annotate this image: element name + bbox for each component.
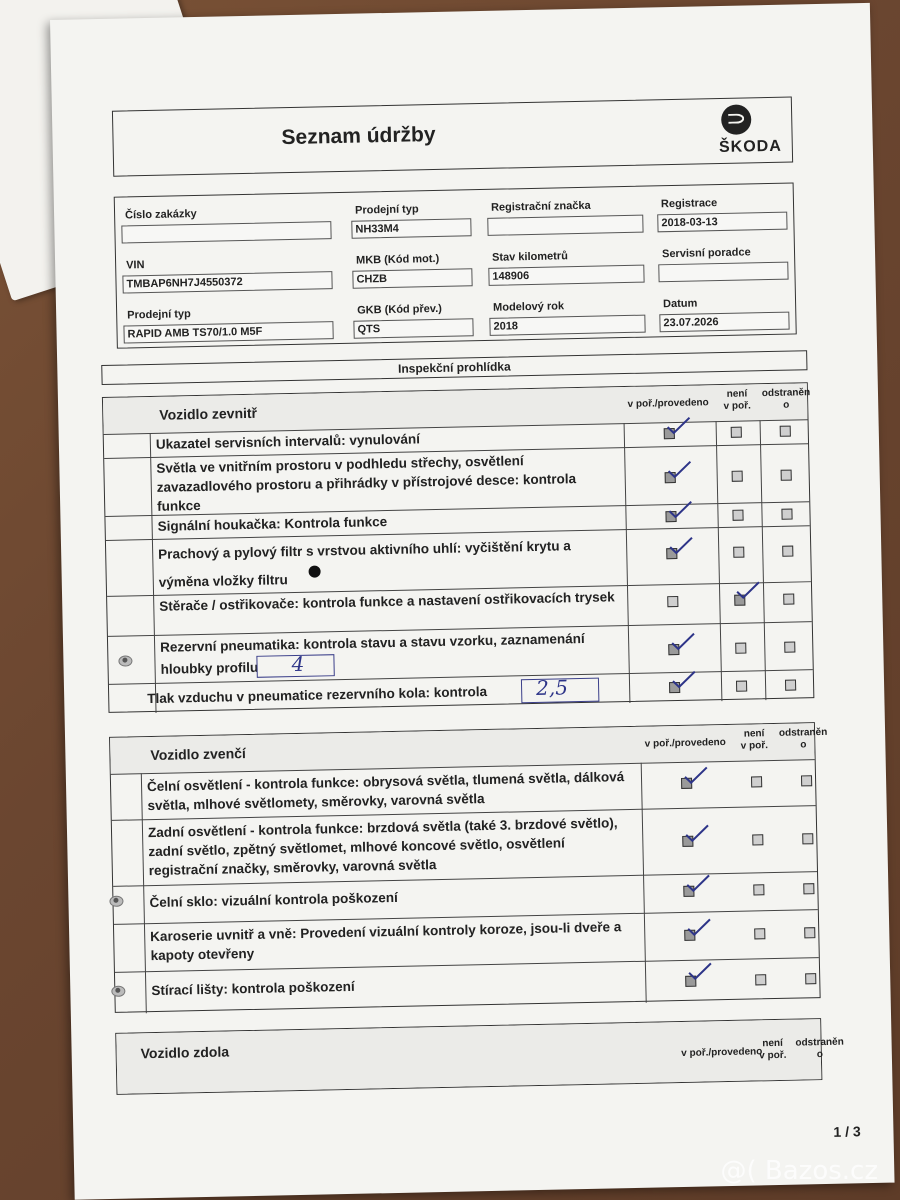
exterior-item: Zadní osvětlení - kontrola funkce: brzdová světla (také 3. brzdové světlo), zadní světlo, zpětný světlomet, mlhové koncové světlo, osvětlení registrační značky, směrovky, varovná světla (147, 815, 618, 879)
sales-type-code-field: NH33M4 (351, 218, 471, 239)
checkbox-not-ok[interactable] (731, 427, 742, 438)
engine-code-label: MKB (Kód mot.) (355, 252, 440, 267)
checkmark-icon (684, 823, 710, 844)
checkbox-not-ok[interactable] (732, 471, 743, 482)
sensor-dot-icon (118, 655, 132, 666)
checkbox-fixed[interactable] (785, 680, 796, 691)
checkbox-not-ok[interactable] (752, 834, 763, 845)
checkbox-not-ok[interactable] (751, 776, 762, 787)
checkbox-fixed[interactable] (781, 509, 792, 520)
checkmark-icon (685, 873, 711, 894)
watermark: @( Bazos.cz (720, 1156, 878, 1186)
checkbox-fixed[interactable] (782, 546, 793, 557)
checkbox-fixed[interactable] (802, 833, 813, 844)
order-number-label: Číslo zakázky (124, 207, 197, 222)
header-box (112, 96, 793, 176)
date-label: Datum (662, 297, 698, 311)
section-interior (102, 382, 814, 713)
col-fixed-header: odstraněn o (761, 387, 811, 411)
checkmark-icon (667, 500, 693, 521)
registration-date-field: 2018-03-13 (657, 212, 787, 233)
skoda-logo-icon (721, 104, 752, 135)
registration-plate-field (487, 215, 643, 236)
gearbox-code-field: QTS (353, 318, 473, 339)
date-field: 23.07.2026 (659, 312, 789, 333)
interior-item: Rezervní pneumatika: kontrola stavu a stavu vzorku, zaznamenání hloubky profilu (160, 630, 585, 677)
checkmark-icon (671, 670, 697, 691)
gearbox-code-label: GKB (Kód přev.) (357, 302, 443, 317)
mileage-field: 148906 (488, 265, 644, 286)
col-fixed-header: odstraněn o (778, 726, 828, 751)
col-notok-header: není v poř. (759, 1037, 787, 1062)
checkmark-icon (665, 416, 691, 437)
checkbox-fixed[interactable] (783, 594, 794, 605)
engine-code-field: CHZB (352, 268, 472, 289)
inspection-title-bar (101, 350, 807, 385)
col-notok-header: není v poř. (723, 388, 751, 412)
checkbox-fixed[interactable] (803, 883, 814, 894)
checkbox-done[interactable] (667, 596, 678, 607)
checkbox-fixed[interactable] (801, 775, 812, 786)
exterior-item: Čelní osvětlení - kontrola funkce: obrysová světla, tlumená světla, dálková světla, mlhové světlomety, směrovky, varovná světla (146, 769, 625, 814)
checkbox-not-ok[interactable] (733, 547, 744, 558)
vin-label: VIN (126, 259, 145, 272)
checkmark-icon (735, 580, 761, 601)
col-done-header: v poř./provedeno (627, 397, 709, 410)
vehicle-info-block (114, 182, 797, 348)
sales-type-code-label: Prodejní typ (354, 203, 419, 217)
checkbox-fixed[interactable] (784, 642, 795, 653)
checkbox-fixed[interactable] (781, 470, 792, 481)
model-year-label: Modelový rok (492, 300, 565, 314)
checkmark-icon (670, 632, 696, 653)
col-done-header: v poř./provedeno (681, 1046, 763, 1060)
checkmark-icon (666, 460, 692, 481)
page-number: 1 / 3 (833, 1123, 861, 1140)
checkmark-icon (686, 917, 712, 938)
interior-item: Tlak vzduchu v pneumatice rezervního kola: kontrola (147, 683, 488, 707)
checkmark-icon (683, 765, 709, 786)
sales-type-name-field: RAPID AMB TS70/1.0 M5F (123, 321, 333, 343)
checkbox-fixed[interactable] (804, 927, 815, 938)
model-year-field: 2018 (489, 315, 645, 336)
section-underbody (115, 1018, 844, 1095)
tread-depth-value: 4 (291, 651, 305, 677)
inspection-title: Inspekční prohlídka (397, 359, 511, 376)
checkbox-not-ok[interactable] (753, 884, 764, 895)
interior-item: Světla ve vnitřním prostoru v podhledu střechy, osvětlení zavazadlového prostoru a přihrádky v přístrojové desce: kontrola funkce (156, 453, 577, 514)
order-number-field (121, 221, 331, 243)
interior-item: Ukazatel servisních intervalů: vynulování (155, 431, 421, 452)
col-done-header: v poř./provedeno (644, 737, 726, 750)
interior-item: Prachový a pylový filtr s vrstvou aktivního uhlí: vyčištění krytu a výměna vložky filtru (158, 538, 571, 590)
checkbox-not-ok[interactable] (755, 974, 766, 985)
col-fixed-header: odstraněn o (795, 1036, 844, 1061)
tire-pressure-box (521, 675, 599, 704)
checkmark-icon (687, 961, 713, 982)
brand-name: ŠKODA (718, 137, 782, 157)
checkbox-fixed[interactable] (780, 426, 791, 437)
maintenance-form-page (50, 3, 895, 1200)
checkbox-not-ok[interactable] (732, 510, 743, 521)
registration-plate-label: Registrační značka (490, 199, 591, 214)
mileage-label: Stav kilometrů (491, 250, 568, 264)
sales-type-name-label: Prodejní typ (127, 308, 191, 322)
tire-pressure-value: 2,5 (535, 675, 569, 700)
col-notok-header: není v poř. (740, 728, 769, 752)
exterior-item: Karoserie uvnitř a vně: Provedení vizuální kontroly koroze, jsou-li dveře a kapoty otevřeny (150, 919, 622, 964)
page-title: Seznam údržby (281, 122, 436, 150)
checkmark-icon (668, 536, 694, 557)
vin-field: TMBAP6NH7J4550372 (122, 271, 332, 293)
checkbox-not-ok[interactable] (735, 643, 746, 654)
section-underbody-title: Vozidlo zdola (140, 1043, 230, 1062)
registration-date-label: Registrace (660, 197, 718, 211)
service-advisor-label: Servisní poradce (661, 246, 751, 261)
checkbox-not-ok[interactable] (736, 681, 747, 692)
checkbox-not-ok[interactable] (754, 928, 765, 939)
interior-item: Signální houkačka: Kontrola funkce (157, 514, 388, 534)
section-exterior-title: Vozidlo zvenčí (150, 745, 247, 764)
service-advisor-field (658, 262, 788, 283)
section-interior-title: Vozidlo zevnitř (159, 404, 258, 423)
sensor-dot-icon (109, 896, 123, 907)
sensor-dot-icon (111, 986, 125, 997)
section-exterior (109, 722, 828, 1013)
exterior-item: Stírací lišty: kontrola poškození (151, 978, 355, 999)
exterior-item: Čelní sklo: vizuální kontrola poškození (149, 889, 398, 911)
checkbox-fixed[interactable] (805, 973, 816, 984)
tread-depth-box (256, 651, 334, 678)
interior-item: Stěrače / ostřikovače: kontrola funkce a nastavení ostřikovacích trysek (159, 589, 615, 614)
